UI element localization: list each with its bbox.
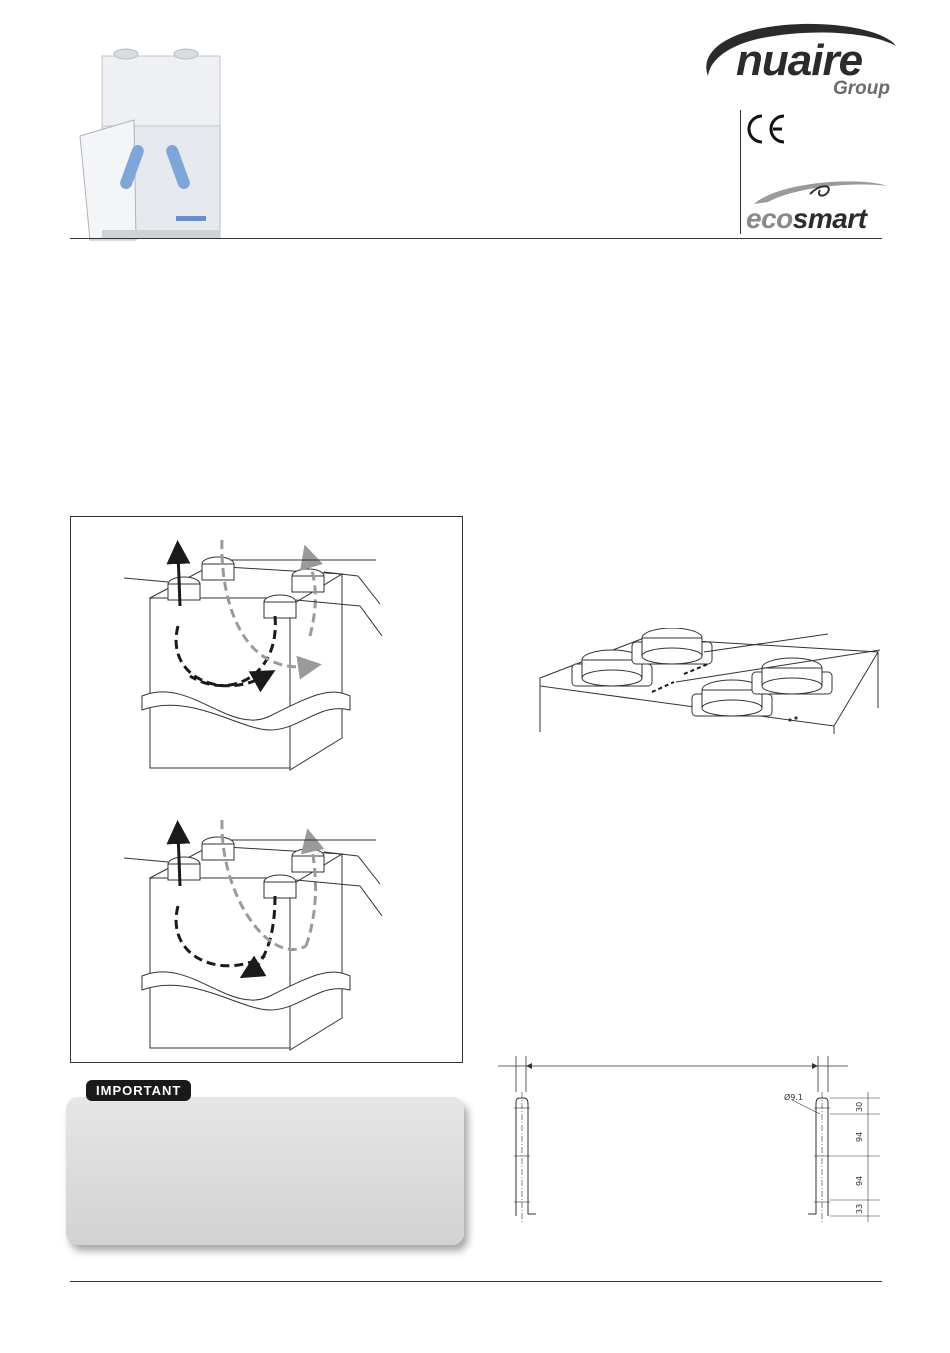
unit-top-view-drawing: [534, 628, 884, 738]
header-rule: [70, 238, 882, 239]
nuaire-logo: nuaire: [736, 36, 863, 85]
dim-upper-label: 94: [855, 1131, 864, 1142]
hole-diameter-label: Ø9.1: [784, 1093, 804, 1102]
dim-lower-label: 94: [855, 1175, 864, 1186]
ecosmart-logo: [746, 203, 867, 235]
important-notice-panel: [66, 1097, 464, 1245]
ecosmart-suffix: smart: [792, 203, 867, 234]
nuaire-group-label: Group: [833, 78, 890, 99]
bracket-dimension-drawing: [496, 1052, 880, 1224]
unit-diagram-upper: [124, 540, 382, 770]
airflow-diagram-top: [70, 516, 463, 1063]
unit-diagram-lower: [124, 820, 382, 1050]
footer-rule: [70, 1281, 882, 1282]
ce-mark-icon: [744, 112, 788, 146]
important-notice-tab: IMPORTANT: [86, 1080, 191, 1101]
dim-bottom-label: 33: [855, 1203, 864, 1214]
dim-top-label: 30: [855, 1101, 864, 1112]
ecosmart-prefix: eco: [746, 203, 793, 234]
product-photo: [76, 44, 226, 244]
logo-separator: [740, 110, 741, 234]
